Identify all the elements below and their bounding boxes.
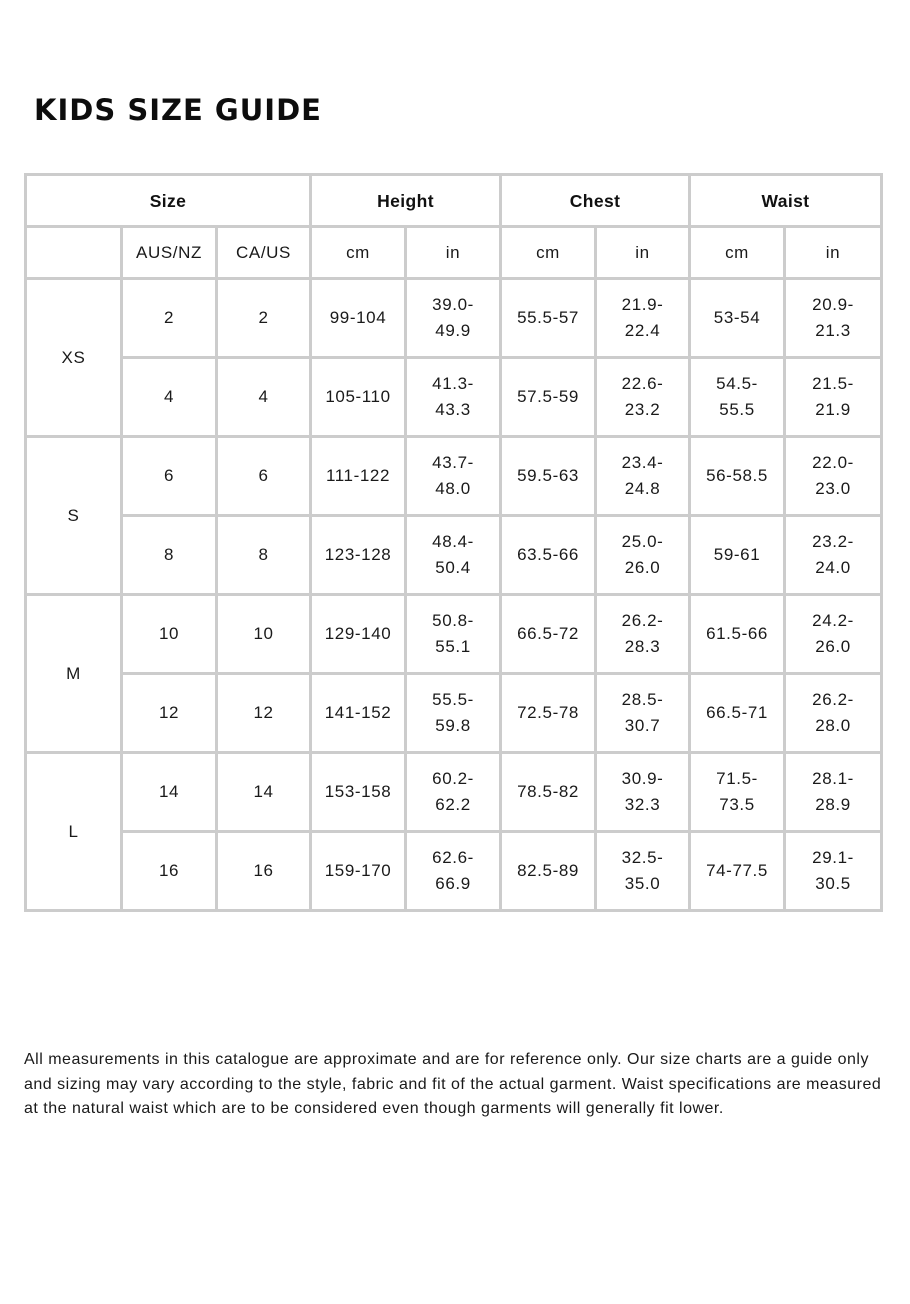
cell-ca-us: 16 xyxy=(217,832,311,911)
table-row xyxy=(26,358,882,437)
cell-line: 59-61 xyxy=(713,545,761,564)
cell-line: 26.0 xyxy=(624,558,661,577)
cell-aus-nz: 2 xyxy=(122,279,217,358)
cell-line: 30.5 xyxy=(815,874,851,893)
cell-waist-cm xyxy=(690,595,785,674)
unit-header-height-cm: cm xyxy=(311,227,406,279)
cell-waist-in xyxy=(785,674,882,753)
cell-chest-in xyxy=(596,674,690,753)
cell-ca-us: 12 xyxy=(217,674,311,753)
cell-ca-us: 8 xyxy=(217,516,311,595)
cell-line: 26.2- xyxy=(812,690,854,709)
cell-chest-in xyxy=(596,358,690,437)
cell-line: 23.2 xyxy=(624,400,661,419)
cell-waist-cm xyxy=(690,279,785,358)
cell-line: 55.5 xyxy=(719,400,755,419)
cell-waist-in xyxy=(785,437,882,516)
cell-waist-cm xyxy=(690,516,785,595)
unit-header-height-in: in xyxy=(406,227,501,279)
cell-line: 41.3- xyxy=(432,374,474,393)
cell-line: 54.5- xyxy=(716,374,758,393)
table-row xyxy=(26,279,882,358)
cell-height-cm: 111-122 xyxy=(311,437,406,516)
cell-line: 24.8 xyxy=(624,479,661,498)
cell-height-in xyxy=(406,516,501,595)
cell-line: 62.2 xyxy=(435,795,471,814)
cell-line: 35.0 xyxy=(624,874,661,893)
table-row xyxy=(26,516,882,595)
cell-waist-cm xyxy=(690,437,785,516)
cell-height-in xyxy=(406,437,501,516)
unit-header-waist-in: in xyxy=(785,227,882,279)
cell-line: 28.3 xyxy=(624,637,661,656)
cell-aus-nz: 16 xyxy=(122,832,217,911)
cell-line: 66.9 xyxy=(435,874,471,893)
table-row xyxy=(26,437,882,516)
group-header-chest: Chest xyxy=(501,175,690,227)
cell-waist-cm xyxy=(690,832,785,911)
cell-chest-in xyxy=(596,516,690,595)
unit-header-waist-cm: cm xyxy=(690,227,785,279)
cell-line: 39.0- xyxy=(432,295,474,314)
cell-chest-cm: 72.5-78 xyxy=(501,674,596,753)
cell-waist-in xyxy=(785,358,882,437)
table-row xyxy=(26,832,882,911)
cell-aus-nz: 8 xyxy=(122,516,217,595)
cell-waist-cm xyxy=(690,358,785,437)
cell-height-cm: 99-104 xyxy=(311,279,406,358)
cell-chest-in xyxy=(596,595,690,674)
cell-line: 74-77.5 xyxy=(706,861,768,880)
cell-chest-cm: 66.5-72 xyxy=(501,595,596,674)
cell-line: 24.2- xyxy=(812,611,854,630)
size-label-cell: XS xyxy=(26,279,122,437)
cell-line: 28.0 xyxy=(815,716,851,735)
cell-line: 48.4- xyxy=(432,532,474,551)
cell-line: 49.9 xyxy=(435,321,471,340)
unit-header-chest-cm: cm xyxy=(501,227,596,279)
cell-ca-us: 10 xyxy=(217,595,311,674)
cell-height-in xyxy=(406,358,501,437)
cell-chest-in xyxy=(596,279,690,358)
cell-height-in xyxy=(406,674,501,753)
cell-ca-us: 6 xyxy=(217,437,311,516)
cell-aus-nz: 10 xyxy=(122,595,217,674)
cell-line: 50.4 xyxy=(435,558,471,577)
cell-line: 21.9 xyxy=(815,400,851,419)
cell-chest-cm: 82.5-89 xyxy=(501,832,596,911)
cell-line: 20.9- xyxy=(812,295,854,314)
cell-line: 59.8 xyxy=(435,716,471,735)
group-header-height: Height xyxy=(311,175,501,227)
unit-header-ca-us: CA/US xyxy=(217,227,311,279)
cell-line: 56-58.5 xyxy=(706,466,768,485)
cell-line: 32.5- xyxy=(621,848,664,867)
cell-chest-cm: 59.5-63 xyxy=(501,437,596,516)
cell-line: 22.6- xyxy=(621,374,664,393)
table-row xyxy=(26,674,882,753)
cell-line: 21.5- xyxy=(812,374,854,393)
cell-line: 24.0 xyxy=(815,558,851,577)
group-header-row xyxy=(26,175,882,227)
unit-header-blank xyxy=(26,227,122,279)
cell-aus-nz: 14 xyxy=(122,753,217,832)
disclaimer-text: All measurements in this catalogue are approximate and are for reference only. Our size charts are a guide only and sizing may vary according to the style, fabric and fit of the actual garment. Waist specifications are measured at the natural waist which are to be considered even though garments will generally fit lower. xyxy=(24,1051,882,1117)
cell-aus-nz: 6 xyxy=(122,437,217,516)
page-title: KIDS SIZE GUIDE xyxy=(34,93,322,127)
cell-line: 32.3 xyxy=(624,795,661,814)
cell-ca-us: 2 xyxy=(217,279,311,358)
cell-height-cm: 105-110 xyxy=(311,358,406,437)
cell-waist-in xyxy=(785,279,882,358)
cell-line: 28.1- xyxy=(812,769,854,788)
cell-height-cm: 129-140 xyxy=(311,595,406,674)
cell-chest-cm: 63.5-66 xyxy=(501,516,596,595)
cell-line: 60.2- xyxy=(432,769,474,788)
cell-line: 30.7 xyxy=(624,716,661,735)
cell-height-cm: 159-170 xyxy=(311,832,406,911)
cell-chest-in xyxy=(596,832,690,911)
cell-line: 23.0 xyxy=(815,479,851,498)
cell-waist-in xyxy=(785,516,882,595)
cell-line: 66.5-71 xyxy=(706,703,768,722)
cell-waist-in xyxy=(785,595,882,674)
size-guide-table xyxy=(24,173,883,912)
cell-ca-us: 14 xyxy=(217,753,311,832)
unit-header-row xyxy=(26,227,882,279)
cell-line: 62.6- xyxy=(432,848,474,867)
cell-line: 26.2- xyxy=(621,611,664,630)
cell-line: 29.1- xyxy=(812,848,854,867)
group-header-waist: Waist xyxy=(690,175,882,227)
cell-chest-cm: 78.5-82 xyxy=(501,753,596,832)
cell-line: 61.5-66 xyxy=(706,624,768,643)
cell-line: 50.8- xyxy=(432,611,474,630)
cell-line: 53-54 xyxy=(713,308,761,327)
cell-line: 22.0- xyxy=(812,453,854,472)
table-body xyxy=(26,279,882,911)
cell-waist-in xyxy=(785,753,882,832)
cell-line: 73.5 xyxy=(719,795,755,814)
cell-height-in xyxy=(406,832,501,911)
cell-line: 25.0- xyxy=(621,532,664,551)
cell-line: 30.9- xyxy=(621,769,664,788)
cell-line: 43.3 xyxy=(435,400,471,419)
cell-chest-in xyxy=(596,753,690,832)
cell-aus-nz: 4 xyxy=(122,358,217,437)
table-row xyxy=(26,753,882,832)
cell-line: 22.4 xyxy=(624,321,661,340)
cell-height-cm: 123-128 xyxy=(311,516,406,595)
unit-header-chest-in: in xyxy=(596,227,690,279)
group-header-size: Size xyxy=(26,175,311,227)
cell-aus-nz: 12 xyxy=(122,674,217,753)
cell-line: 23.2- xyxy=(812,532,854,551)
cell-line: 26.0 xyxy=(815,637,851,656)
cell-line: 23.4- xyxy=(621,453,664,472)
cell-chest-cm: 57.5-59 xyxy=(501,358,596,437)
size-label-cell: M xyxy=(26,595,122,753)
cell-line: 43.7- xyxy=(432,453,474,472)
cell-waist-cm xyxy=(690,753,785,832)
cell-line: 28.5- xyxy=(621,690,664,709)
cell-line: 21.9- xyxy=(621,295,664,314)
cell-line: 55.5- xyxy=(432,690,474,709)
cell-line: 71.5- xyxy=(716,769,758,788)
unit-header-aus-nz: AUS/NZ xyxy=(122,227,217,279)
cell-waist-cm xyxy=(690,674,785,753)
cell-height-in xyxy=(406,595,501,674)
size-label-cell: L xyxy=(26,753,122,911)
cell-ca-us: 4 xyxy=(217,358,311,437)
cell-line: 55.1 xyxy=(435,637,471,656)
cell-height-in xyxy=(406,753,501,832)
cell-chest-cm: 55.5-57 xyxy=(501,279,596,358)
cell-line: 28.9 xyxy=(815,795,851,814)
cell-line: 21.3 xyxy=(815,321,851,340)
cell-chest-in xyxy=(596,437,690,516)
cell-height-cm: 153-158 xyxy=(311,753,406,832)
cell-waist-in xyxy=(785,832,882,911)
cell-height-cm: 141-152 xyxy=(311,674,406,753)
size-label-cell: S xyxy=(26,437,122,595)
cell-line: 48.0 xyxy=(435,479,471,498)
table-row xyxy=(26,595,882,674)
cell-height-in xyxy=(406,279,501,358)
